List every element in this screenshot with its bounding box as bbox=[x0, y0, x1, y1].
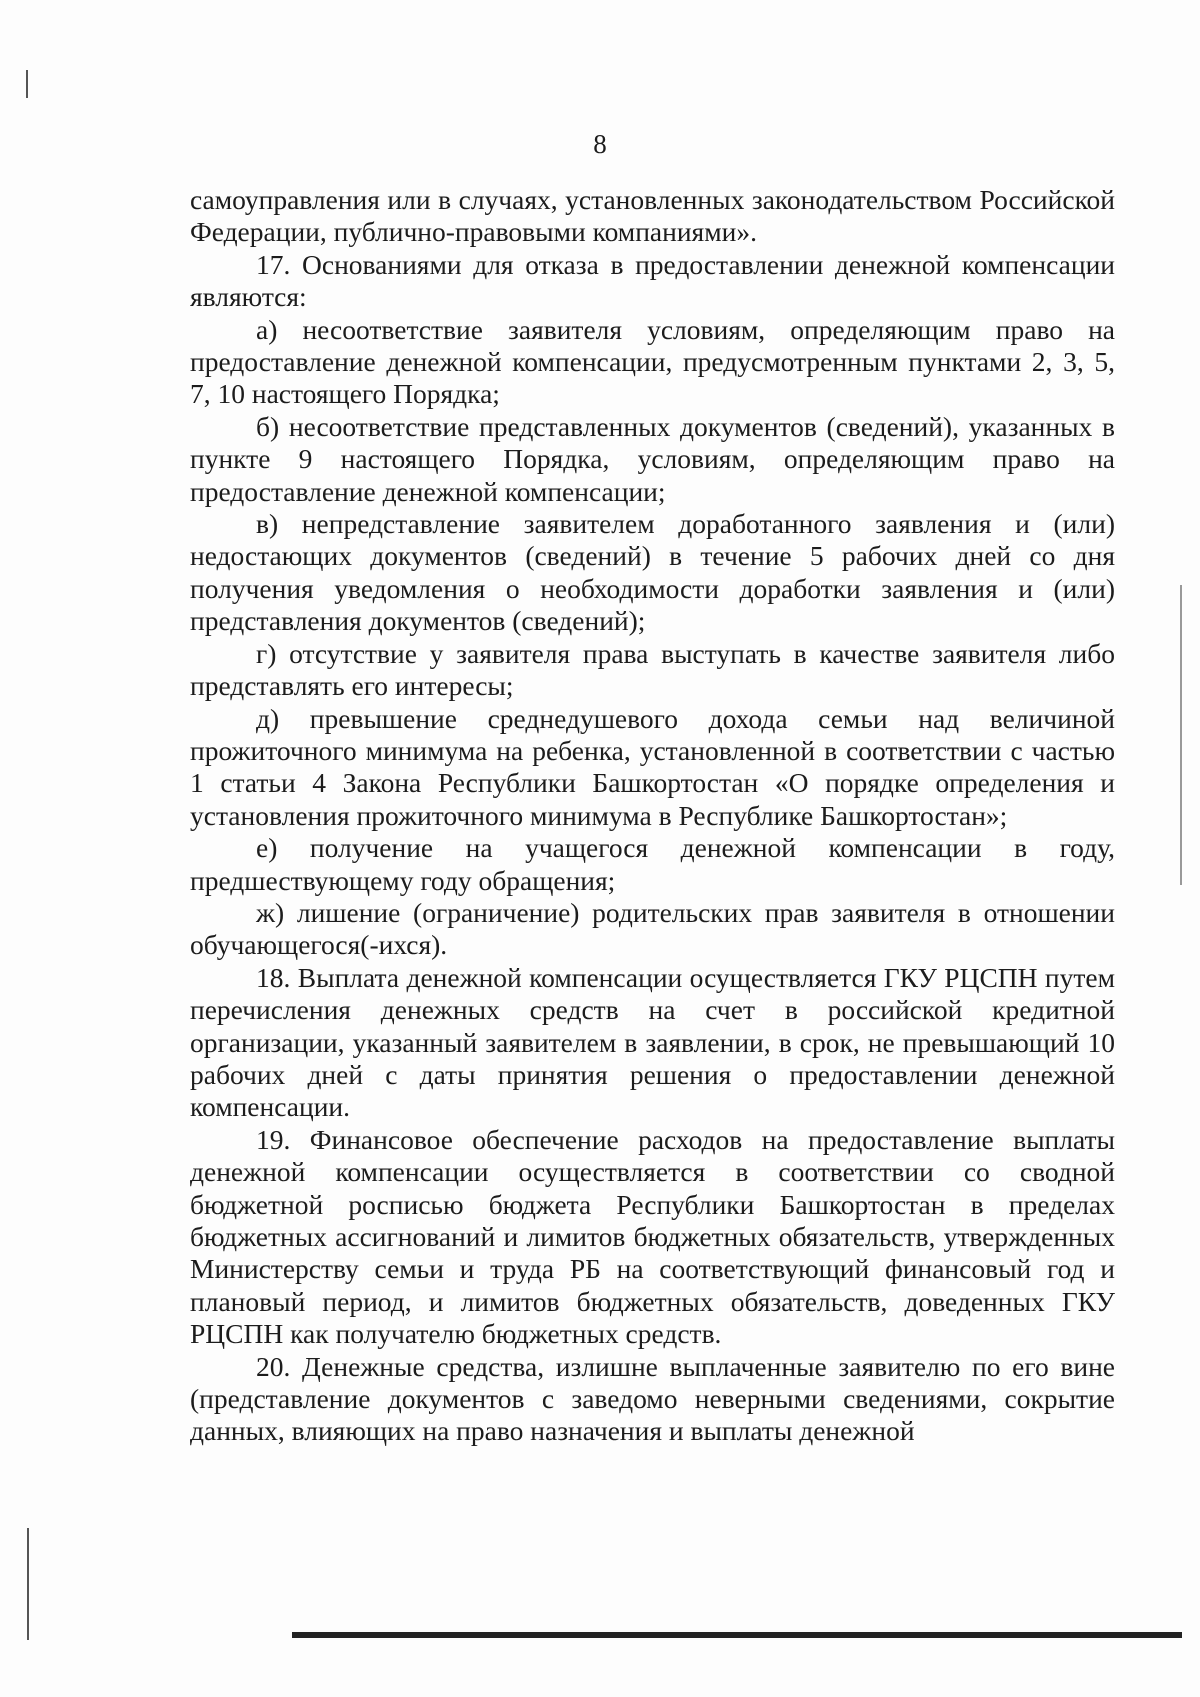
paragraph-subitem-b: б) несоответствие представленных документов (сведений), указанных в пункте 9 настоящего Порядка, условиям, определяющим право на предоставление денежной компенсации; bbox=[190, 410, 1115, 507]
scan-edge-mark-bottom bbox=[27, 1528, 29, 1640]
scan-edge-mark-top bbox=[26, 70, 28, 98]
paragraph-subitem-g: г) отсутствие у заявителя права выступать в качестве заявителя либо представлять его интересы; bbox=[190, 637, 1115, 702]
page-number: 8 bbox=[593, 129, 607, 159]
paragraph-subitem-zh: ж) лишение (ограничение) родительских прав заявителя в отношении обучающегося(-ихся). bbox=[190, 896, 1115, 961]
paragraph-subitem-v: в) непредставление заявителем доработанного заявления и (или) недостающих документов (сведений) в течение 5 рабочих дней со дня получения уведомления о необходимости доработки заявления и (или) представления документов (сведений); bbox=[190, 508, 1115, 637]
paragraph-item-18: 18. Выплата денежной компенсации осуществляется ГКУ РЦСПН путем перечисления денежных средств на счет в российской кредитной организации, указанный заявителем в заявлении, в срок, не превышающий 10 рабочих дней с даты принятия решения о предоставлении денежной компенсации. bbox=[190, 961, 1115, 1123]
scan-edge-mark-right bbox=[1180, 585, 1182, 885]
paragraph-subitem-e: е) получение на учащегося денежной компенсации в году, предшествующему году обращения; bbox=[190, 832, 1115, 896]
scan-bottom-rule bbox=[292, 1632, 1182, 1638]
paragraph-continuation: самоуправления или в случаях, установленных законодательством Российской Федерации, публично-правовыми компаниями». bbox=[190, 184, 1115, 248]
paragraph-subitem-d: д) превышение среднедушевого дохода семьи над величиной прожиточного минимума на ребенка, установленной в соответствии с частью 1 статьи 4 Закона Республики Башкортостан «О порядке определения и установления прожиточного минимума в Республике Башкортостан»; bbox=[190, 702, 1115, 831]
paragraph-item-19: 19. Финансовое обеспечение расходов на предоставление выплаты денежной компенсации осуществляется в соответствии со сводной бюджетной росписью бюджета Республики Башкортостан в пределах бюджетных ассигнований и лимитов бюджетных обязательств, утвержденных Министерству семьи и труда РБ на соответствующий финансовый год и плановый период, и лимитов бюджетных обязательств, доведенных ГКУ РЦСПН как получателю бюджетных средств. bbox=[190, 1123, 1115, 1350]
document-body bbox=[190, 184, 1115, 1448]
paragraph-subitem-a: а) несоответствие заявителя условиям, определяющим право на предоставление денежной компенсации, предусмотренным пунктами 2, 3, 5, 7, 10 настоящего Порядка; bbox=[190, 313, 1115, 410]
paragraph-item-17: 17. Основаниями для отказа в предоставлении денежной компенсации являются: bbox=[190, 248, 1115, 313]
paragraph-item-20: 20. Денежные средства, излишне выплаченные заявителю по его вине (представление документов с заведомо неверными сведениями, сокрытие данных, влияющих на право назначения и выплаты денежной bbox=[190, 1350, 1115, 1447]
